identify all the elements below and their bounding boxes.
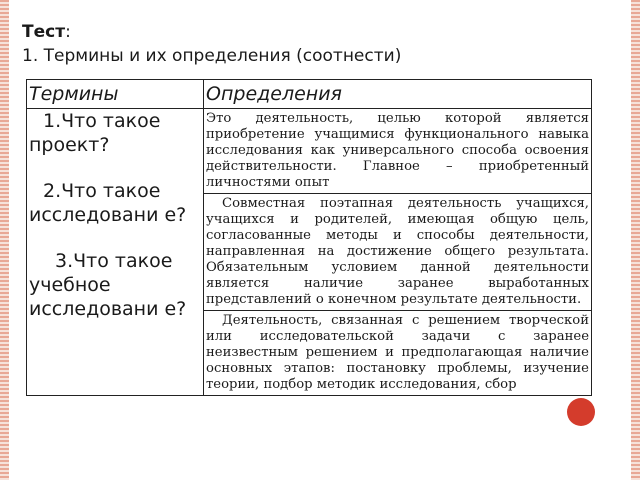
right-decorative-stripe [631, 0, 640, 480]
red-circle-decoration [567, 398, 595, 426]
definition-3: Деятельность, связанная с решением творческой или исследовательской задачи с заранее неизвестным решением и предполагающая наличие основных этапов: постановку проблемы, изучение теории, подбор методик исследования, сбор [204, 311, 592, 396]
term-2: 2.Что такое исследовани е? [29, 180, 187, 226]
term-1: 1.Что такое проект? [29, 110, 161, 156]
slide-subtitle: 1. Термины и их определения (соотнести) [22, 46, 402, 66]
term-3: 3.Что такое учебное исследовани е? [29, 250, 187, 320]
slide-title: Тест: [22, 22, 71, 42]
definition-2: Совместная поэтапная деятельность учащихся, учащихся и родителей, имеющая общую цель, согласованные методы и способы деятельности, направленная на достижение общего результата. Обязательным условием данной деятельности является наличие заранее выработанных представлений о конечном результате деятельности. [204, 194, 592, 311]
definition-1: Это деятельность, целью которой является приобретение учащимися функционального навыка исследования как универсального способа освоения действительности. Главное – приобретенный личностями опыт [204, 109, 592, 194]
header-definitions: Определения [204, 80, 592, 109]
terms-definitions-table [26, 79, 592, 489]
header-terms: Термины [27, 80, 204, 109]
terms-cell [27, 109, 204, 396]
left-decorative-stripe [0, 0, 9, 480]
